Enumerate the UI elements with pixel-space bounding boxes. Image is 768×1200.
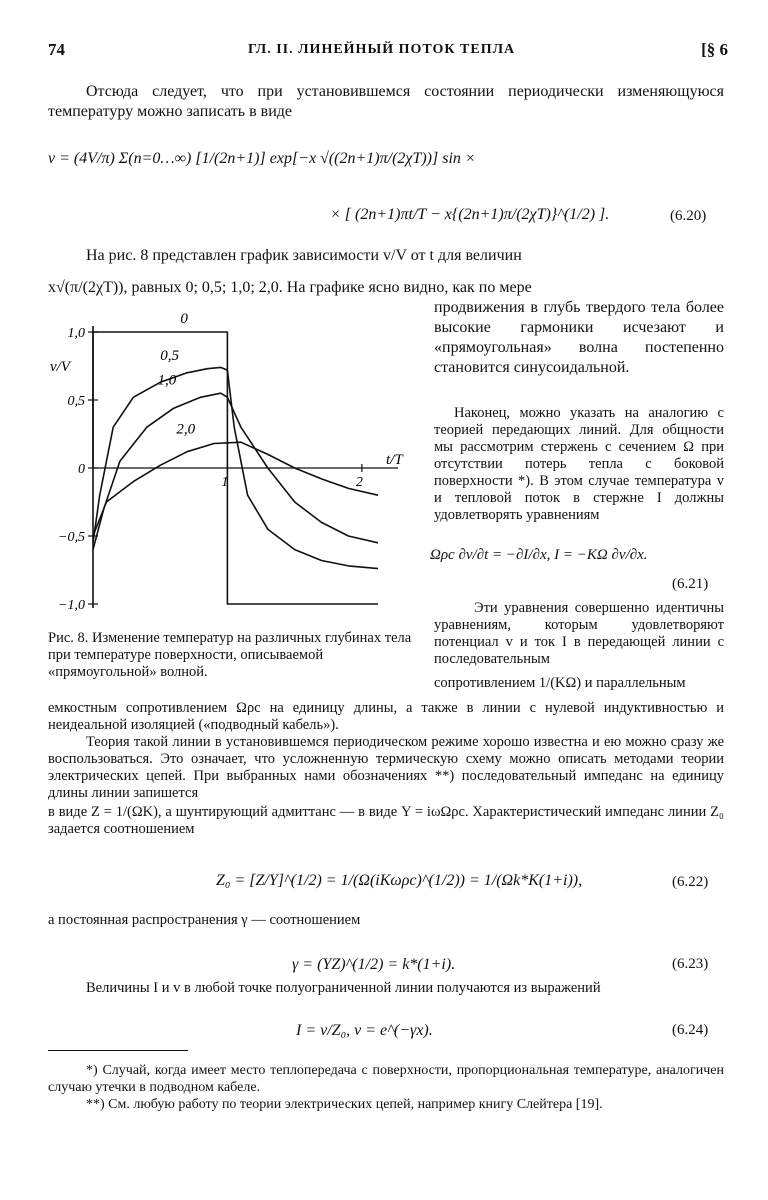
equation-6-22: Z₀ = [Z/Y]^(1/2) = 1/(Ω(iKωρc)^(1/2)) = 1/(Ωk*K(1+i)), <box>216 872 583 889</box>
analogy-paragraph: Наконец, можно указать на аналогию с теорией передающих линий. Для общности мы рассмотрим стержень с сечением Ω при отсутствии потерь тепла с боковой поверхности *). В этом случае температура v и тепловой поток в стержне I должны удовлетворять уравнениям <box>434 405 724 523</box>
series-label: 0,5 <box>160 347 179 364</box>
series-line-2-0 <box>93 442 378 536</box>
impedance-paragraph: в виде Z = 1/(ΩK), а шунтирующий адмиттанс — в виде Y = iωΩρc. Характеристический импеданс линии Z₀ задается соотношением <box>48 804 724 837</box>
equation-6-20-line1: v = (4V/π) Σ(n=0…∞) [1/(2n+1)] exp[−x √((2n+1)π/(2χT))] sin × <box>48 150 476 167</box>
figure-intro-line1: На рис. 8 представлен график зависимости v/V от t для величин <box>86 247 522 264</box>
y-tick-label: 1,0 <box>67 326 85 341</box>
y-tick-label: 0 <box>78 462 85 477</box>
series-line-1-0 <box>93 393 378 549</box>
intro-paragraph: Отсюда следует, что при установившемся состоянии периодически изменяющуюся температуру можно записать в виде <box>48 83 724 120</box>
footnote-divider <box>48 1050 188 1051</box>
y-axis-label: v/V <box>50 359 70 375</box>
equation-number-6-20: (6.20) <box>670 208 707 224</box>
theory-paragraph: Теория такой линии в установившемся периодическом режиме хорошо известна и ею можно сразу же воспользоваться. Это означает, что усложненную термическую схему можно описать методами теории электрических цепей. При выбранных нами обозначениях **) последовательный импеданс на единицу длины линии запишется <box>48 734 724 801</box>
footnote-1: *) Случай, когда имеет место теплопередача с поверхности, пропорциональная температуре, аналогичен случаю утечки в подводном кабеле. <box>48 1063 724 1095</box>
figure-intro-line3: продвижения в глубь твердого тела более высокие гармоники исчезают и «прямоугольная» волна постепенно становится синусоидальной. <box>434 299 724 376</box>
equation-number-6-21: (6.21) <box>672 576 709 592</box>
equation-6-23: γ = (YZ)^(1/2) = k*(1+i). <box>292 956 456 973</box>
series-label: 1,0 <box>157 372 177 389</box>
capacitive-paragraph: емкостным сопротивлением Ωρc на единицу длины, а также в линии с нулевой индуктивностью и неидеальной изоляцией («подводный кабель»). <box>48 700 724 733</box>
series-label: 2,0 <box>176 421 196 438</box>
y-tick-label: −0,5 <box>58 530 85 545</box>
running-title: ГЛ. II. ЛИНЕЙНЫЙ ПОТОК ТЕПЛА <box>248 42 516 57</box>
figure-caption: Рис. 8. Изменение температур на различных глубинах тела при температуре поверхности, описываемой «прямоугольной» волной. <box>48 630 412 680</box>
series-resistance-line: сопротивлением 1/(KΩ) и параллельным <box>434 675 686 691</box>
section-number: [§ 6 <box>701 40 728 59</box>
series-label: 0 <box>180 312 188 328</box>
propagation-constant-line: а постоянная распространения γ — соотношением <box>48 912 361 928</box>
page-number: 74 <box>48 40 65 59</box>
figure-intro-line2: x√(π/(2χT)), равных 0; 0,5; 1,0; 2,0. На графике ясно видно, как по мере <box>48 279 532 296</box>
footnote-2: **) См. любую работу по теории электрических цепей, например книгу Слейтера [19]. <box>86 1097 603 1112</box>
y-tick-label: 0,5 <box>67 394 85 409</box>
equation-6-21: Ωρc ∂v/∂t = −∂I/∂x, I = −KΩ ∂v/∂x. <box>430 547 648 563</box>
x-axis-label: t/T <box>386 452 403 468</box>
identical-paragraph: Эти уравнения совершенно идентичны уравнениям, которым удовлетворяют потенциал v и ток I в передающей линии с последовательным <box>434 600 724 667</box>
equation-number-6-23: (6.23) <box>672 956 709 972</box>
equation-number-6-24: (6.24) <box>672 1022 709 1038</box>
x-tick-label: 1 <box>221 475 229 490</box>
y-tick-label: −1,0 <box>58 598 85 613</box>
page-header <box>48 40 728 66</box>
values-paragraph: Величины I и v в любой точке полуограниченной линии получаются из выражений <box>86 980 601 996</box>
equation-6-24: I = v/Z₀, v = e^(−γx). <box>296 1022 433 1039</box>
equation-number-6-22: (6.22) <box>672 874 709 890</box>
figure-8-chart <box>48 312 434 628</box>
x-tick-label: 2 <box>355 475 363 490</box>
equation-6-20-line2: × [ (2n+1)πt/T − x{(2n+1)π/(2χT)}^(1/2) ]. <box>330 206 610 223</box>
